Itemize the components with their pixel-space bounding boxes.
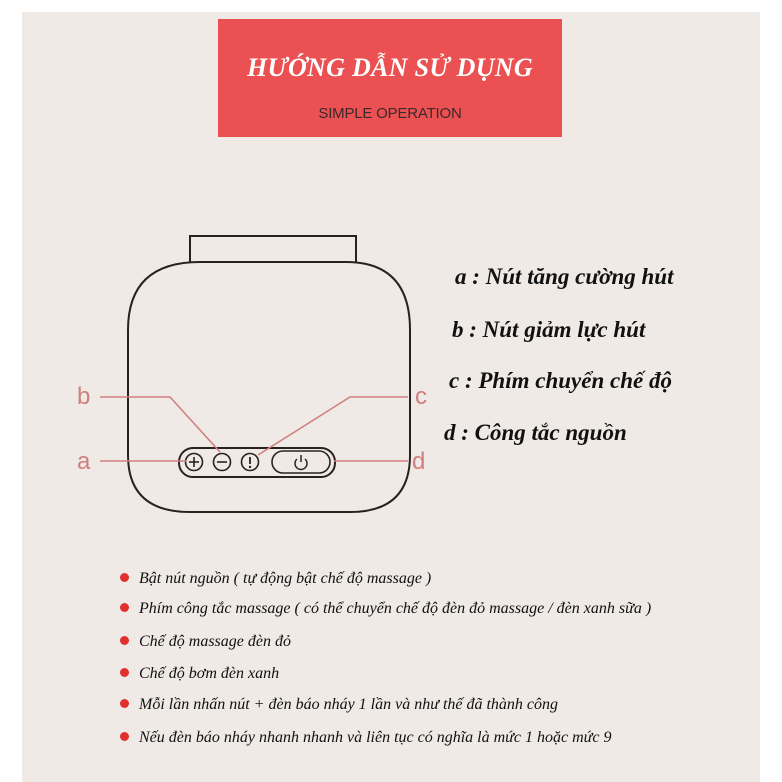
legend-item-b: b : Nút giảm lực hút bbox=[452, 317, 646, 342]
callout-label-a: a bbox=[77, 448, 91, 475]
mode-button-icon bbox=[242, 454, 259, 471]
device-neck bbox=[190, 236, 356, 262]
callout-line-c bbox=[258, 397, 408, 455]
note-item: Chế độ massage đèn đỏ bbox=[120, 633, 291, 651]
callout-label-b: b bbox=[77, 383, 91, 410]
legend-item-c: c : Phím chuyển chế độ bbox=[449, 368, 672, 393]
legend-item-d: d : Công tắc nguồn bbox=[444, 420, 627, 445]
note-item: Chế độ bơm đèn xanh bbox=[120, 665, 279, 683]
bullet-icon bbox=[120, 699, 129, 708]
power-button-icon bbox=[272, 451, 330, 473]
plus-button-icon bbox=[186, 454, 203, 471]
bullet-icon bbox=[120, 668, 129, 677]
bullet-icon bbox=[120, 573, 129, 582]
bullet-icon bbox=[120, 636, 129, 645]
note-item: Mỗi lần nhấn nút + đèn báo nháy 1 lần và như thế đã thành công bbox=[120, 696, 558, 714]
legend-item-a: a : Nút tăng cường hút bbox=[455, 264, 674, 289]
banner-title: HƯỚNG DẪN SỬ DỤNG bbox=[247, 53, 533, 82]
callout-label-d: d bbox=[412, 448, 426, 475]
bullet-icon bbox=[120, 603, 129, 612]
banner-subtitle: SIMPLE OPERATION bbox=[318, 105, 462, 122]
bullet-icon bbox=[120, 732, 129, 741]
callout-label-c: c bbox=[415, 383, 427, 410]
minus-button-icon bbox=[214, 454, 231, 471]
callout-line-b bbox=[100, 397, 220, 452]
note-item: Phím công tắc massage ( có thể chuyển chế độ đèn đỏ massage / đèn xanh sữa ) bbox=[120, 600, 651, 618]
note-item: Nếu đèn báo nháy nhanh nhanh và liên tục có nghĩa là mức 1 hoặc mức 9 bbox=[120, 729, 611, 747]
note-item: Bật nút nguồn ( tự động bật chế độ massage ) bbox=[120, 570, 431, 588]
device-body bbox=[128, 262, 410, 512]
